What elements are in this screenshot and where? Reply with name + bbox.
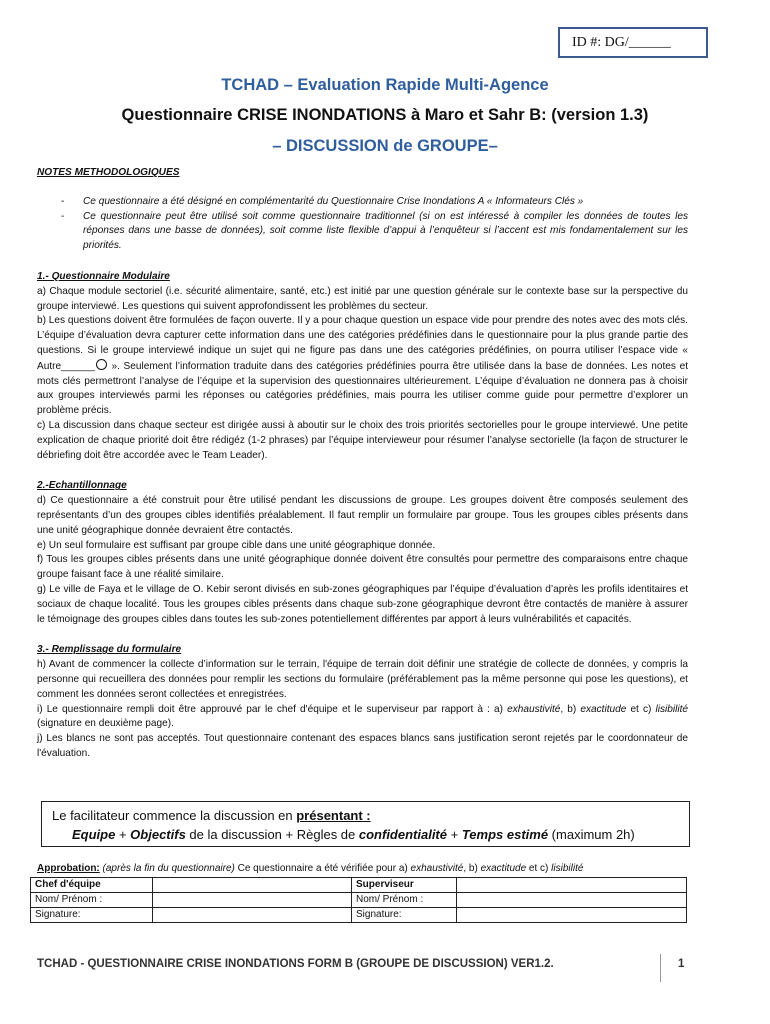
chef-label: Chef d'équipe (35, 879, 101, 890)
document-subtitle-2: – DISCUSSION de GROUPE– (272, 137, 498, 155)
paragraph-j: j) Les blancs ne sont pas acceptés. Tout questionnaire contenant des espaces blancs sans justification seront rejetés par le coordonnateur de l'évaluation. (37, 733, 688, 759)
paragraph-i: i) Le questionnaire rempli doit être approuvé par le chef d'équipe et le superviseur par rapport à : a) exhaustivité, b) exactitude et c) lisibilité (signature en deuxième page). (37, 703, 688, 730)
paragraph-b: b) Les questions doivent être formulées de façon ouverte. Il y a pour chaque question un espace vide pour prendre des notes avec des mots clés. L’équipe d’évaluation devra capturer cette information dans une des catégories prédéfinies dans le questionnaire pour la plus grande partie des questions. Si le groupe interviewé indique un sujet qui ne figure pas dans une des catégories prédéfinies, on pourra utiliser l’espace vide « Autre______ ». Seulement l’information traduite dans des catégories prédéfinies pourra être utilisée dans la base de données. Les notes et mots clés permettront l’analyse de l’équipe et la supervision des questionnaires ultérieurement. L’équipe d’évaluation ne donnera pas à choisir aux groupes interviewés parmi les réponses ou catégories prédéfinies, mais pourra les utiliser comme guide pour permettre d’explorer un problème précis. (37, 315, 688, 417)
superviseur-signature-field[interactable] (457, 908, 687, 923)
empty-circle-icon (96, 359, 107, 370)
document-subtitle: Questionnaire CRISE INONDATIONS à Maro et Sahr B: (version 1.3) (121, 106, 649, 124)
signature-table (30, 877, 687, 923)
footer-divider (660, 954, 661, 982)
superviseur-nom-label: Nom/ Prénom : (356, 894, 424, 905)
section-heading-remplissage: 3.- Remplissage du formulaire (37, 644, 182, 656)
chef-blank[interactable] (153, 878, 352, 893)
chef-nom-field[interactable] (153, 893, 352, 908)
notes-heading: NOTES METHODOLOGIQUES (37, 167, 180, 178)
chef-signature-field[interactable] (153, 908, 352, 923)
section-heading-echantillonnage: 2.-Echantillonnage (37, 480, 127, 492)
chef-signature-label: Signature: (35, 909, 81, 920)
superviseur-nom-field[interactable] (457, 893, 687, 908)
page-footer: TCHAD - QUESTIONNAIRE CRISE INONDATIONS FORM B (GROUPE DE DISCUSSION) VER1.2. (37, 958, 554, 970)
paragraph-e: e) Un seul formulaire est suffisant par groupe cible dans une unité géographique donnée. (37, 539, 436, 551)
document-body (37, 166, 688, 762)
chef-nom-label: Nom/ Prénom : (35, 894, 103, 905)
paragraph-d: d) Ce questionnaire a été construit pour être utilisé pendant les discussions de groupe. Les groupes doivent être composés seulement des représentants d’un des groupes cibles identifiés préalablement. Il faut remplir un formulaire par groupe. Tous les groupes cibles présents dans une unité géographique donnée devraient être contactés. (37, 495, 688, 536)
document-title: TCHAD – Evaluation Rapide Multi-Agence (221, 76, 549, 94)
page-number: 1 (678, 958, 685, 970)
superviseur-label: Superviseur (356, 879, 414, 890)
notes-item: - Ce questionnaire peut être utilisé soit comme questionnaire traditionnel (si on est intéressé à compiler les données de toutes les réponses dans une basse de données), soit comme liste flexible d’appui à l’enquêteur si l’accent est mis fondamentalement sur les priorités. (61, 210, 688, 252)
notes-list (37, 195, 688, 254)
facilitator-box: Le facilitateur commence la discussion en présentant : Equipe + Objectifs de la discussion + Règles de confidentialité + Temps estimé (maximum 2h) (41, 801, 690, 847)
paragraph-h: h) Avant de commencer la collecte d’information sur le terrain, l'équipe de terrain doit définir une stratégie de collecte de données, y compris la personne qui recueillera des données pour remplir les sections du formulaire (préférablement pas la même personne qui pose les questions), et comment les données seront collectées et enregistrées. (37, 659, 688, 700)
paragraph-a: a) Chaque module sectoriel (i.e. sécurité alimentaire, santé, etc.) est initié par une question générale sur le contexte base sur la perspective du groupe interviewé. Les questions qui suivent approfondissent les problèmes du secteur. (37, 285, 688, 312)
paragraph-c: c) La discussion dans chaque secteur est dirigée aussi à aboutir sur le choix des trois priorités sectorielles pour le groupe interviewé. Une petite explication de chaque priorité doit être rédigéz (1-2 phrases) par l’équipe intervieweur pour résumer l’analyse sectorielle (la façon de structurer le débriefing doit être accordée avec le Team Leader). (37, 419, 688, 461)
superviseur-signature-label: Signature: (356, 909, 402, 920)
paragraph-f: f) Tous les groupes cibles présents dans une unité géographique donnée doivent être consultés pour permettre des comparaisons entre chaque groupe faisant face à une réalité similaire. (37, 554, 688, 581)
id-box: ID #: DG/______ (558, 27, 708, 58)
paragraph-g: g) Le ville de Faya et le village de O. Kebir seront divisés en sub-zones géographiques par l’équipe d’évaluation d’après les profils identitaires et sociaux de chaque localité. Tous les groupes cibles présents dans chaque sub-zone géographique devront être contactés de manière à assurer le témoignage des groupes cibles dans toutes les sub-zones potentiellement différentes par apport à leurs vulnérabilités et capacités. (37, 583, 688, 625)
notes-item: - Ce questionnaire a été désigné en complémentarité du Questionnaire Crise Inondations A « Informateurs Clés » (61, 195, 584, 207)
approval-line: Approbation: (après la fin du questionnaire) Ce questionnaire a été vérifiée pour a) exhaustivité, b) exactitude et c) lisibilité (37, 863, 584, 874)
section-heading-modulaire: 1.- Questionnaire Modulaire (37, 270, 170, 282)
superviseur-blank[interactable] (457, 878, 687, 893)
